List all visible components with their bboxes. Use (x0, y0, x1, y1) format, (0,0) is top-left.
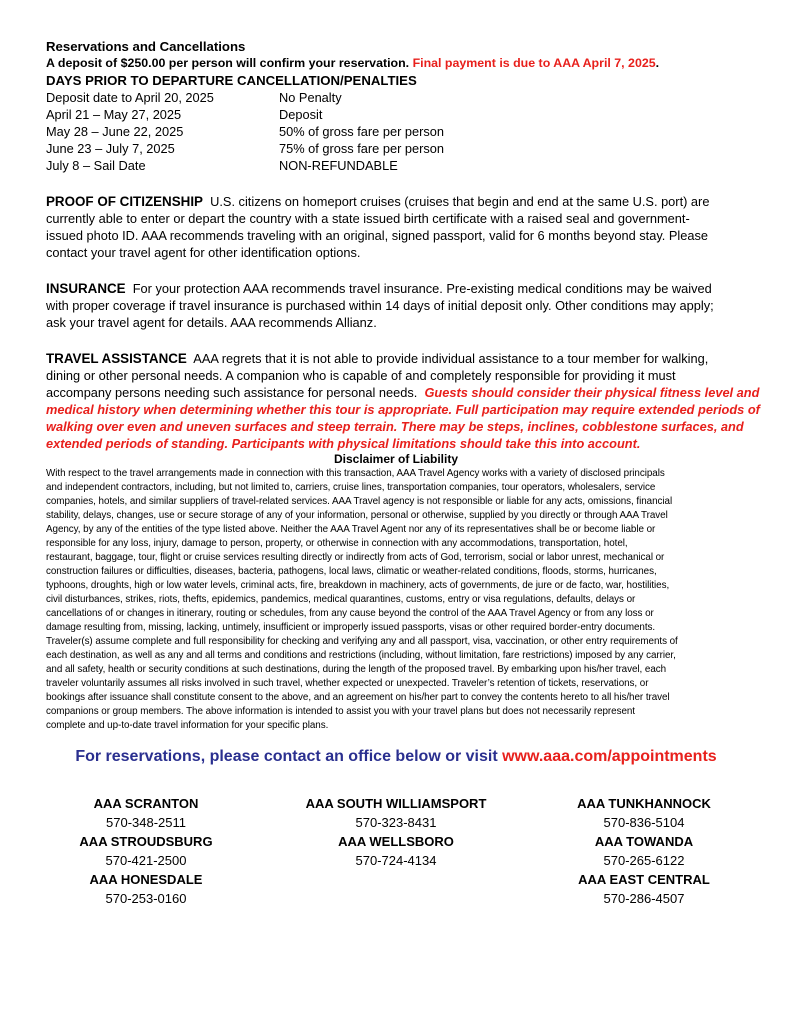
assistance-heading: TRAVEL ASSISTANCE (46, 351, 187, 366)
disclaimer-line: damage resulting from, missing, lacking, untimely, insufficient or improperly issued passports, visas or other required border-entry documents. (46, 622, 656, 633)
penalty-row (46, 123, 746, 140)
penalty-row (46, 157, 746, 174)
disclaimer-line: and independent contractors, including, but not limited to, carriers, cruise lines, transportation companies, tour operators, wholesalers, service (46, 482, 656, 493)
office-phone: 570-323-8431 (355, 815, 437, 830)
deposit-line (46, 55, 746, 72)
penalties-header: CANCELLATION/PENALTIES (237, 73, 417, 88)
disclaimer-body (46, 467, 746, 733)
assistance-alert: walking over even and uneven surfaces and steep terrain. There may be steps, inclines, cobblestone surfaces, and (46, 419, 744, 434)
assistance-alert: Guests should consider their physical fitness level and (424, 385, 760, 400)
disclaimer-line: With respect to the travel arrangements made in connection with this transaction, AAA Travel Agency works with a variety of disclosed principals (46, 468, 665, 479)
office-name: AAA EAST CENTRAL (578, 872, 710, 887)
disclaimer-line: each destination, as well as any and all terms and conditions and restrictions (including, without limitation, fare restrictions) imposed by any carrier, (46, 650, 676, 661)
disclaimer-line: companies, hotels, and similar suppliers of travel-related services. AAA Travel agency is not responsible or liable for any acts, omissions, financial (46, 496, 673, 507)
insurance-line: with proper coverage if travel insurance is purchased within 14 days of initial deposit only. Other conditions may apply; (46, 298, 714, 313)
disclaimer-line: Agency, by any of the entities of the type listed above. Neither the AAA Travel Agent nor any of its representatives shall be or become liable or (46, 524, 656, 535)
disclaimer-line: traveler voluntarily assumes all risks involved in such travel, whether expected or unexpected. Traveler’s retention of tickets, reservations, or (46, 678, 649, 689)
disclaimer-line: companions or group members. The above information is intended to assist you with your travel plans but does not necessarily represent (46, 706, 635, 717)
penalty-value: No Penalty (279, 90, 342, 105)
citizenship-line: currently able to enter or depart the country with a state issued birth certificate with a raised seal and government- (46, 211, 690, 226)
penalty-days: April 21 – May 27, 2025 (46, 107, 182, 122)
office-phone: 570-421-2500 (105, 853, 187, 868)
assistance-line: AAA regrets that it is not able to provide individual assistance to a tour member for walking, (193, 351, 709, 366)
disclaimer-line: Traveler(s) assume complete and full responsibility for checking and verifying any and all passport, visa, vaccination, or other entry requirements of (46, 636, 678, 647)
disclaimer-line: and all safety, health or security conditions at such destinations, during the length of the proposed travel. By embarking upon his/her travel, each (46, 664, 667, 675)
office-phone: 570-286-4507 (603, 891, 685, 906)
insurance-section (46, 280, 746, 331)
office-name: AAA TUNKHANNOCK (577, 796, 711, 811)
disclaimer-line: restaurant, baggage, tour, flight or cruise services resulting directly or indirectly from acts of God, terrorism, social or labor unrest, mechanical or (46, 552, 665, 563)
citizenship-heading: PROOF OF CITIZENSHIP (46, 194, 203, 209)
office-phone: 570-348-2511 (106, 815, 186, 830)
penalty-value: 50% of gross fare per person (279, 124, 445, 139)
office-name: AAA TOWANDA (594, 834, 694, 849)
office-phone: 570-724-4134 (355, 853, 437, 868)
disclaimer-line: typhoons, droughts, high or low water levels, criminal acts, fire, breakdown in machinery, acts of governments, de jure or de facto, war, hostilities, (46, 580, 670, 591)
disclaimer-line: cancellations of or changes in itinerary, routing or schedules, from any cause beyond the control of the AAA Travel Agency or from any loss or (46, 608, 654, 619)
disclaimer-line: bookings after issuance shall constitute consent to the above, and an agreement on his/her part to convey the contents hereto to all his/her travel (46, 692, 670, 703)
penalty-days: May 28 – June 22, 2025 (46, 124, 184, 139)
office-phone: 570-253-0160 (105, 891, 187, 906)
penalty-row (46, 140, 746, 157)
disclaimer-line: civil disturbances, strikes, riots, thefts, epidemics, pandemics, medical quarantines, customs, entry or visa regulations, defaults, delays or (46, 594, 636, 605)
cta-text: For reservations, please contact an office below or visit (75, 748, 503, 765)
disclaimer-line: stability, delays, changes, use or secure storage of any of your information, personal or otherwise, supplied by you directly or through AAA Travel (46, 510, 668, 521)
document-page (46, 38, 760, 767)
office-name: AAA STROUDSBURG (79, 834, 213, 849)
assistance-line: dining or other personal needs. A companion who is capable of and completely responsible for providing it must (46, 368, 676, 383)
office-name: AAA SCRANTON (93, 796, 199, 811)
penalty-table-header (46, 72, 746, 89)
penalty-days: June 23 – July 7, 2025 (46, 141, 175, 156)
penalty-days: Deposit date to April 20, 2025 (46, 90, 214, 105)
office-column (544, 794, 744, 908)
disclaimer-line: construction failures or difficulties, diseases, bacteria, pathogens, local laws, climatic or weather-related conditions, floods, storms, hurricanes, (46, 566, 657, 577)
penalty-value: 75% of gross fare per person (279, 141, 445, 156)
penalty-row (46, 106, 746, 123)
assistance-section (46, 350, 760, 452)
penalty-row (46, 89, 746, 106)
citizenship-line: contact your travel agent for other identification options. (46, 245, 361, 260)
insurance-heading: INSURANCE (46, 281, 126, 296)
insurance-line: For your protection AAA recommends travel insurance. Pre-existing medical conditions may be waived (132, 281, 712, 296)
office-column (290, 794, 502, 870)
reservations-section (46, 38, 746, 174)
deposit-text: A deposit of $250.00 per person will confirm your reservation. (46, 56, 410, 70)
office-name: AAA HONESDALE (89, 872, 203, 887)
final-payment-text: Final payment is due to AAA April 7, 2025 (412, 56, 656, 70)
days-prior-header: DAYS PRIOR TO DEPARTURE (46, 73, 234, 88)
assistance-line: accompany persons needing such assistance for personal needs. (46, 385, 418, 400)
citizenship-line: U.S. citizens on homeport cruises (cruises that begin and end at the same U.S. port) are (210, 194, 710, 209)
office-name: AAA SOUTH WILLIAMSPORT (305, 796, 487, 811)
penalty-value: NON-REFUNDABLE (279, 158, 398, 173)
reservation-cta (46, 747, 746, 767)
office-name: AAA WELLSBORO (338, 834, 454, 849)
appointments-link[interactable]: www.aaa.com/appointments (502, 748, 717, 765)
penalty-days: July 8 – Sail Date (46, 158, 146, 173)
assistance-alert: extended periods of standing. Participants with physical limitations should take this into account. (46, 436, 641, 451)
disclaimer-line: complete and up-to-date travel information for your specific plans. (46, 720, 329, 731)
office-phone: 570-836-5104 (603, 815, 685, 830)
disclaimer-title: Disclaimer of Liability (333, 452, 459, 466)
office-phone: 570-265-6122 (603, 853, 685, 868)
penalty-value: Deposit (279, 107, 323, 122)
office-column (46, 794, 246, 908)
deposit-period: . (655, 56, 660, 70)
assistance-alert: medical history when determining whether this tour is appropriate. Full participation may require extended periods of (46, 402, 760, 417)
citizenship-line: issued photo ID. AAA recommends traveling with an original, signed passport, valid for 6 months beyond stay. Please (46, 228, 709, 243)
insurance-line: ask your travel agent for details. AAA recommends Allianz. (46, 315, 377, 330)
reservations-heading: Reservations and Cancellations (46, 39, 246, 54)
disclaimer-line: responsible for any loss, injury, damage to person, property, or otherwise in connection with any accommodations, transportation, hotel, (46, 538, 628, 549)
citizenship-section (46, 193, 746, 261)
